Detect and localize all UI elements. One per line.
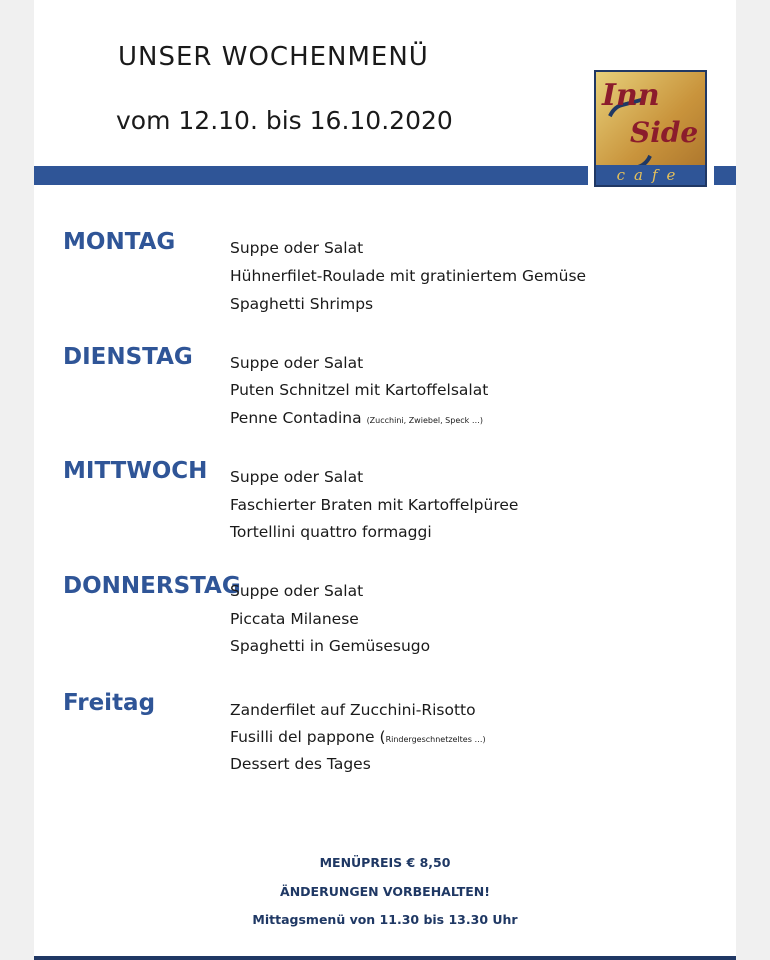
logo-side: Side	[630, 116, 699, 149]
dish-item: Suppe oder Salat	[230, 239, 364, 257]
day-friday: Freitag	[63, 690, 156, 716]
logo-inn: Inn	[602, 78, 660, 113]
dish-text: Penne Contadina	[230, 409, 362, 427]
dish-item: Hühnerfilet-Roulade mit gratiniertem Gemüse	[230, 267, 587, 285]
dish-item: Faschierter Braten mit Kartoffelpüree	[230, 496, 519, 514]
dish-item: Suppe oder Salat	[230, 582, 364, 600]
dish-note: Rindergeschnetzeltes …)	[385, 735, 486, 744]
dish-item	[230, 409, 483, 427]
dish-item: Spaghetti Shrimps	[230, 295, 374, 313]
day-tuesday: DIENSTAG	[63, 344, 193, 370]
menu-dates: vom 12.10. bis 16.10.2020	[116, 106, 453, 135]
menu-hours: Mittagsmenü von 11.30 bis 13.30 Uhr	[252, 912, 518, 927]
dish-item	[230, 728, 486, 746]
header-band-right	[714, 166, 736, 185]
dish-item: Dessert des Tages	[230, 755, 371, 773]
header-band	[34, 166, 588, 185]
day-thursday: DONNERSTAG	[63, 573, 241, 599]
menu-page	[34, 0, 736, 960]
day-monday: MONTAG	[63, 229, 176, 255]
day-wednesday: MITTWOCH	[63, 458, 208, 484]
dish-item: Suppe oder Salat	[230, 354, 364, 372]
dish-item: Suppe oder Salat	[230, 468, 364, 486]
dish-text: Fusilli del pappone (	[230, 728, 386, 746]
menu-disclaimer: ÄNDERUNGEN VORBEHALTEN!	[280, 884, 490, 899]
footer-band	[34, 956, 736, 960]
dish-item: Puten Schnitzel mit Kartoffelsalat	[230, 381, 489, 399]
dish-item: Zanderfilet auf Zucchini-Risotto	[230, 701, 476, 719]
menu-price: MENÜPREIS € 8,50	[319, 855, 451, 870]
innside-cafe-logo	[594, 70, 707, 187]
dish-item: Spaghetti in Gemüsesugo	[230, 637, 431, 655]
logo-cafe: cafe	[596, 165, 705, 185]
dish-item: Piccata Milanese	[230, 610, 359, 628]
dish-note: (Zucchini, Zwiebel, Speck …)	[366, 416, 483, 425]
menu-title: UNSER WOCHENMENÜ	[118, 42, 429, 72]
dish-item: Tortellini quattro formaggi	[230, 523, 432, 541]
